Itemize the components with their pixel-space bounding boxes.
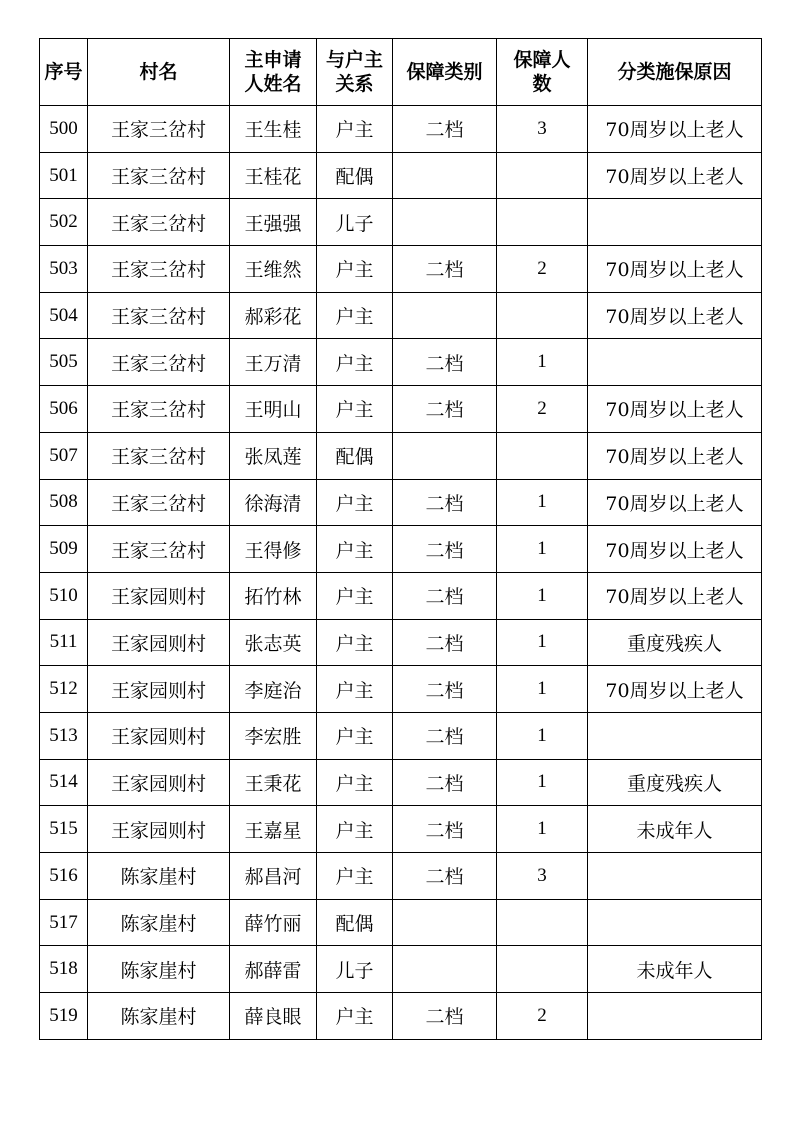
cell-village-name: 王家园则村 xyxy=(88,759,230,806)
cell-index: 506 xyxy=(40,386,88,433)
cell-village-name: 王家园则村 xyxy=(88,572,230,619)
cell-village-name: 王家三岔村 xyxy=(88,339,230,386)
cell-reason: 70周岁以上老人 xyxy=(588,526,762,573)
cell-applicant-name: 李庭治 xyxy=(230,666,317,713)
cell-index: 503 xyxy=(40,246,88,293)
cell-village-name: 王家三岔村 xyxy=(88,292,230,339)
cell-category: 二档 xyxy=(393,759,497,806)
table-row xyxy=(40,339,762,386)
cell-relation: 配偶 xyxy=(317,152,393,199)
cell-relation: 户主 xyxy=(317,666,393,713)
table-row xyxy=(40,386,762,433)
cell-category xyxy=(393,432,497,479)
cell-reason: 70周岁以上老人 xyxy=(588,479,762,526)
cell-category: 二档 xyxy=(393,479,497,526)
cell-persons xyxy=(497,199,588,246)
cell-persons: 1 xyxy=(497,712,588,759)
table-row xyxy=(40,899,762,946)
cell-reason xyxy=(588,899,762,946)
table-row xyxy=(40,246,762,293)
cell-persons: 1 xyxy=(497,339,588,386)
cell-category xyxy=(393,199,497,246)
cell-relation: 户主 xyxy=(317,479,393,526)
cell-village-name: 王家园则村 xyxy=(88,806,230,853)
cell-relation: 户主 xyxy=(317,619,393,666)
cell-relation: 户主 xyxy=(317,246,393,293)
cell-persons xyxy=(497,946,588,993)
cell-persons: 2 xyxy=(497,386,588,433)
cell-index: 504 xyxy=(40,292,88,339)
cell-village-name: 陈家崖村 xyxy=(88,853,230,900)
cell-persons xyxy=(497,899,588,946)
cell-reason: 70周岁以上老人 xyxy=(588,246,762,293)
cell-applicant-name: 王嘉星 xyxy=(230,806,317,853)
table-row xyxy=(40,712,762,759)
cell-reason xyxy=(588,199,762,246)
cell-category: 二档 xyxy=(393,666,497,713)
table-header-row xyxy=(40,39,762,106)
cell-index: 511 xyxy=(40,619,88,666)
cell-relation: 户主 xyxy=(317,106,393,153)
cell-category: 二档 xyxy=(393,106,497,153)
cell-reason: 未成年人 xyxy=(588,946,762,993)
cell-reason xyxy=(588,853,762,900)
cell-relation: 户主 xyxy=(317,853,393,900)
cell-relation: 户主 xyxy=(317,712,393,759)
cell-applicant-name: 王得修 xyxy=(230,526,317,573)
cell-reason: 重度残疾人 xyxy=(588,619,762,666)
cell-category: 二档 xyxy=(393,619,497,666)
cell-relation: 户主 xyxy=(317,806,393,853)
cell-applicant-name: 拓竹林 xyxy=(230,572,317,619)
cell-applicant-name: 张凤莲 xyxy=(230,432,317,479)
cell-index: 507 xyxy=(40,432,88,479)
cell-relation: 配偶 xyxy=(317,899,393,946)
cell-index: 518 xyxy=(40,946,88,993)
cell-applicant-name: 王万清 xyxy=(230,339,317,386)
table-row xyxy=(40,759,762,806)
cell-index: 516 xyxy=(40,853,88,900)
table-row xyxy=(40,666,762,713)
cell-index: 513 xyxy=(40,712,88,759)
cell-index: 519 xyxy=(40,993,88,1040)
cell-village-name: 王家三岔村 xyxy=(88,199,230,246)
cell-reason: 重度残疾人 xyxy=(588,759,762,806)
cell-category: 二档 xyxy=(393,526,497,573)
cell-relation: 儿子 xyxy=(317,199,393,246)
cell-persons: 1 xyxy=(497,806,588,853)
cell-applicant-name: 王生桂 xyxy=(230,106,317,153)
cell-category: 二档 xyxy=(393,712,497,759)
table-row xyxy=(40,572,762,619)
cell-index: 512 xyxy=(40,666,88,713)
cell-reason xyxy=(588,993,762,1040)
cell-village-name: 王家园则村 xyxy=(88,666,230,713)
cell-index: 510 xyxy=(40,572,88,619)
cell-reason: 70周岁以上老人 xyxy=(588,666,762,713)
table-row xyxy=(40,292,762,339)
cell-relation: 户主 xyxy=(317,572,393,619)
cell-reason: 70周岁以上老人 xyxy=(588,572,762,619)
cell-index: 508 xyxy=(40,479,88,526)
cell-relation: 户主 xyxy=(317,759,393,806)
cell-reason: 70周岁以上老人 xyxy=(588,292,762,339)
cell-village-name: 王家三岔村 xyxy=(88,152,230,199)
cell-applicant-name: 徐海清 xyxy=(230,479,317,526)
cell-reason: 未成年人 xyxy=(588,806,762,853)
cell-applicant-name: 王秉花 xyxy=(230,759,317,806)
cell-village-name: 王家三岔村 xyxy=(88,246,230,293)
cell-category: 二档 xyxy=(393,339,497,386)
cell-persons: 1 xyxy=(497,666,588,713)
cell-category: 二档 xyxy=(393,993,497,1040)
cell-applicant-name: 郝昌河 xyxy=(230,853,317,900)
header-assistance-category: 保障类别 xyxy=(393,39,497,106)
cell-applicant-name: 王明山 xyxy=(230,386,317,433)
header-village-name: 村名 xyxy=(88,39,230,106)
cell-persons xyxy=(497,432,588,479)
cell-index: 514 xyxy=(40,759,88,806)
header-index: 序号 xyxy=(40,39,88,106)
table-row xyxy=(40,526,762,573)
cell-persons xyxy=(497,292,588,339)
cell-reason: 70周岁以上老人 xyxy=(588,106,762,153)
cell-village-name: 王家三岔村 xyxy=(88,386,230,433)
cell-village-name: 陈家崖村 xyxy=(88,993,230,1040)
cell-applicant-name: 王桂花 xyxy=(230,152,317,199)
cell-relation: 配偶 xyxy=(317,432,393,479)
cell-persons: 1 xyxy=(497,479,588,526)
table-row xyxy=(40,106,762,153)
table-row xyxy=(40,432,762,479)
cell-category: 二档 xyxy=(393,853,497,900)
table-row xyxy=(40,479,762,526)
cell-village-name: 王家三岔村 xyxy=(88,526,230,573)
cell-category: 二档 xyxy=(393,246,497,293)
cell-category: 二档 xyxy=(393,806,497,853)
cell-reason: 70周岁以上老人 xyxy=(588,152,762,199)
cell-applicant-name: 张志英 xyxy=(230,619,317,666)
cell-persons: 1 xyxy=(497,619,588,666)
cell-applicant-name: 李宏胜 xyxy=(230,712,317,759)
cell-category xyxy=(393,946,497,993)
cell-relation: 户主 xyxy=(317,386,393,433)
cell-reason xyxy=(588,712,762,759)
cell-village-name: 王家三岔村 xyxy=(88,479,230,526)
cell-applicant-name: 郝薛雷 xyxy=(230,946,317,993)
cell-index: 502 xyxy=(40,199,88,246)
cell-persons: 3 xyxy=(497,853,588,900)
cell-applicant-name: 王强强 xyxy=(230,199,317,246)
cell-applicant-name: 薛竹丽 xyxy=(230,899,317,946)
cell-village-name: 王家园则村 xyxy=(88,712,230,759)
cell-category xyxy=(393,152,497,199)
cell-village-name: 陈家崖村 xyxy=(88,946,230,993)
cell-applicant-name: 郝彩花 xyxy=(230,292,317,339)
cell-persons: 1 xyxy=(497,759,588,806)
cell-village-name: 王家三岔村 xyxy=(88,432,230,479)
table-row xyxy=(40,619,762,666)
header-assistance-reason: 分类施保原因 xyxy=(588,39,762,106)
cell-index: 517 xyxy=(40,899,88,946)
cell-index: 515 xyxy=(40,806,88,853)
table-row xyxy=(40,199,762,246)
table-row xyxy=(40,806,762,853)
header-relation-to-head: 与户主 关系 xyxy=(317,39,393,106)
table-row xyxy=(40,946,762,993)
cell-persons xyxy=(497,152,588,199)
header-applicant-name: 主申请 人姓名 xyxy=(230,39,317,106)
cell-category xyxy=(393,292,497,339)
cell-reason: 70周岁以上老人 xyxy=(588,386,762,433)
table-row xyxy=(40,853,762,900)
assistance-roster-table xyxy=(39,38,762,1040)
cell-persons: 1 xyxy=(497,526,588,573)
cell-persons: 2 xyxy=(497,993,588,1040)
cell-relation: 户主 xyxy=(317,993,393,1040)
cell-persons: 3 xyxy=(497,106,588,153)
cell-category xyxy=(393,899,497,946)
table-row xyxy=(40,152,762,199)
cell-reason xyxy=(588,339,762,386)
table-row xyxy=(40,993,762,1040)
cell-index: 509 xyxy=(40,526,88,573)
cell-relation: 户主 xyxy=(317,339,393,386)
cell-index: 505 xyxy=(40,339,88,386)
cell-index: 501 xyxy=(40,152,88,199)
cell-relation: 儿子 xyxy=(317,946,393,993)
cell-village-name: 王家园则村 xyxy=(88,619,230,666)
cell-index: 500 xyxy=(40,106,88,153)
cell-category: 二档 xyxy=(393,572,497,619)
cell-applicant-name: 薛良眼 xyxy=(230,993,317,1040)
cell-village-name: 陈家崖村 xyxy=(88,899,230,946)
cell-category: 二档 xyxy=(393,386,497,433)
cell-reason: 70周岁以上老人 xyxy=(588,432,762,479)
cell-persons: 1 xyxy=(497,572,588,619)
cell-relation: 户主 xyxy=(317,526,393,573)
table-body xyxy=(40,106,762,1040)
cell-applicant-name: 王维然 xyxy=(230,246,317,293)
cell-village-name: 王家三岔村 xyxy=(88,106,230,153)
header-covered-persons: 保障人 数 xyxy=(497,39,588,106)
cell-persons: 2 xyxy=(497,246,588,293)
cell-relation: 户主 xyxy=(317,292,393,339)
